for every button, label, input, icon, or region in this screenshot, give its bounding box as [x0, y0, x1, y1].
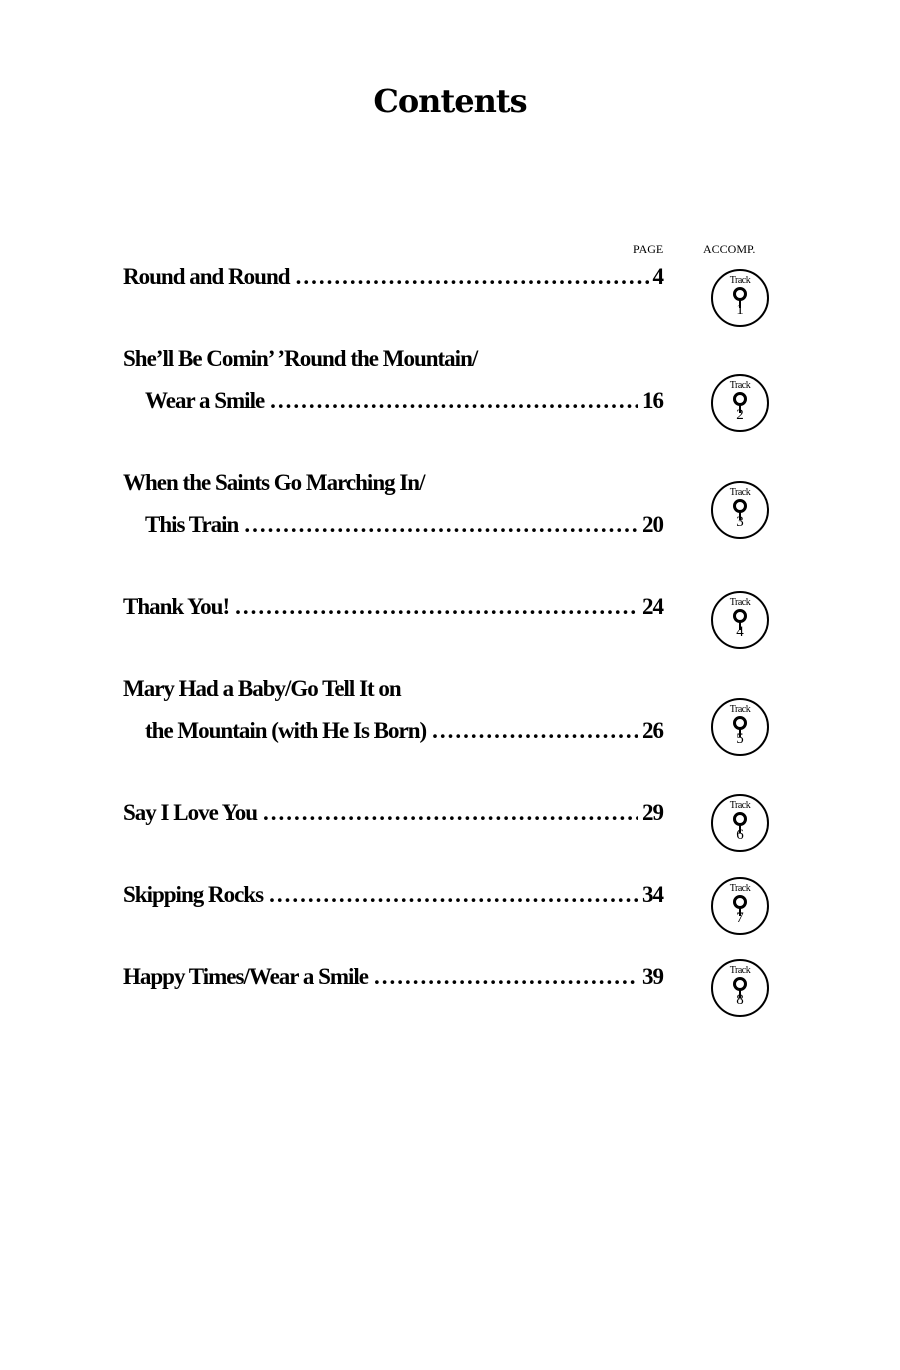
track-knob-icon: [733, 716, 747, 730]
track-label: Track: [729, 883, 751, 894]
toc-line: [123, 470, 663, 512]
toc-line: [123, 800, 663, 842]
toc-entry[interactable]: [123, 882, 663, 924]
entry-title: Round and Round: [123, 264, 290, 289]
track-badge[interactable]: [711, 374, 769, 432]
entry-title-continued: the Mountain (with He Is Born): [145, 718, 427, 743]
track-label: Track: [729, 275, 751, 286]
page-number: 29: [642, 800, 663, 825]
entry-title-continued: This Train: [145, 512, 239, 537]
track-label: Track: [729, 800, 751, 811]
toc-line: [123, 264, 663, 306]
leader-dots: [235, 595, 638, 618]
accomp-column-header: ACCOMP.: [703, 242, 756, 256]
track-label: Track: [729, 487, 751, 498]
track-badge[interactable]: [711, 794, 769, 852]
track-number: 3: [736, 514, 744, 530]
toc-line: [123, 964, 663, 1006]
entry-title: Say I Love You: [123, 800, 258, 825]
toc-line: [123, 388, 663, 430]
toc-entry[interactable]: [123, 964, 663, 1006]
track-label: Track: [729, 597, 751, 608]
page-number: 24: [642, 594, 663, 619]
track-number: 5: [736, 731, 744, 747]
toc-line: [123, 512, 663, 554]
toc-entry[interactable]: [123, 676, 663, 760]
track-number: 8: [736, 992, 744, 1008]
track-number: 6: [736, 827, 744, 843]
toc-line: [123, 346, 663, 388]
track-badge[interactable]: [711, 591, 769, 649]
leader-dots: [263, 801, 638, 824]
page-number: 26: [642, 718, 663, 743]
entry-title: She’ll Be Comin’ ’Round the Mountain/: [123, 346, 478, 371]
track-number: 7: [736, 910, 744, 926]
track-badge[interactable]: [711, 481, 769, 539]
track-knob-icon: [733, 392, 747, 406]
track-badge[interactable]: [711, 698, 769, 756]
toc-entry[interactable]: [123, 800, 663, 842]
track-number: 2: [736, 407, 744, 423]
page-number: 4: [652, 264, 663, 289]
entry-title: Mary Had a Baby/Go Tell It on: [123, 676, 401, 701]
entry-title: Happy Times/Wear a Smile: [123, 964, 369, 989]
toc-entry[interactable]: [123, 470, 663, 554]
leader-dots: [270, 389, 638, 412]
leader-dots: [269, 883, 638, 906]
track-knob-icon: [733, 287, 747, 301]
entry-title: Thank You!: [123, 594, 230, 619]
page-number: 39: [642, 964, 663, 989]
track-badge[interactable]: [711, 877, 769, 935]
page-number: 20: [642, 512, 663, 537]
track-knob-icon: [733, 499, 747, 513]
track-label: Track: [729, 704, 751, 715]
leader-dots: [244, 513, 638, 536]
page-title: Contents: [373, 82, 527, 120]
track-knob-icon: [733, 977, 747, 991]
toc-entry[interactable]: [123, 346, 663, 430]
track-knob-icon: [733, 895, 747, 909]
track-badge[interactable]: [711, 269, 769, 327]
track-label: Track: [729, 380, 751, 391]
page-number: 34: [642, 882, 663, 907]
toc-line: [123, 594, 663, 636]
toc-line: [123, 718, 663, 760]
toc-line: [123, 882, 663, 924]
entry-title: When the Saints Go Marching In/: [123, 470, 425, 495]
track-label: Track: [729, 965, 751, 976]
leader-dots: [374, 965, 638, 988]
track-badge[interactable]: [711, 959, 769, 1017]
entry-title: Skipping Rocks: [123, 882, 264, 907]
toc-entry[interactable]: [123, 264, 663, 306]
entry-title-continued: Wear a Smile: [145, 388, 265, 413]
leader-dots: [296, 265, 649, 288]
leader-dots: [432, 719, 638, 742]
page-number: 16: [642, 388, 663, 413]
page-column-header: PAGE: [633, 242, 664, 256]
track-number: 4: [736, 624, 744, 640]
track-knob-icon: [733, 812, 747, 826]
track-knob-icon: [733, 609, 747, 623]
track-number: 1: [736, 302, 744, 318]
toc-entry[interactable]: [123, 594, 663, 636]
toc-line: [123, 676, 663, 718]
